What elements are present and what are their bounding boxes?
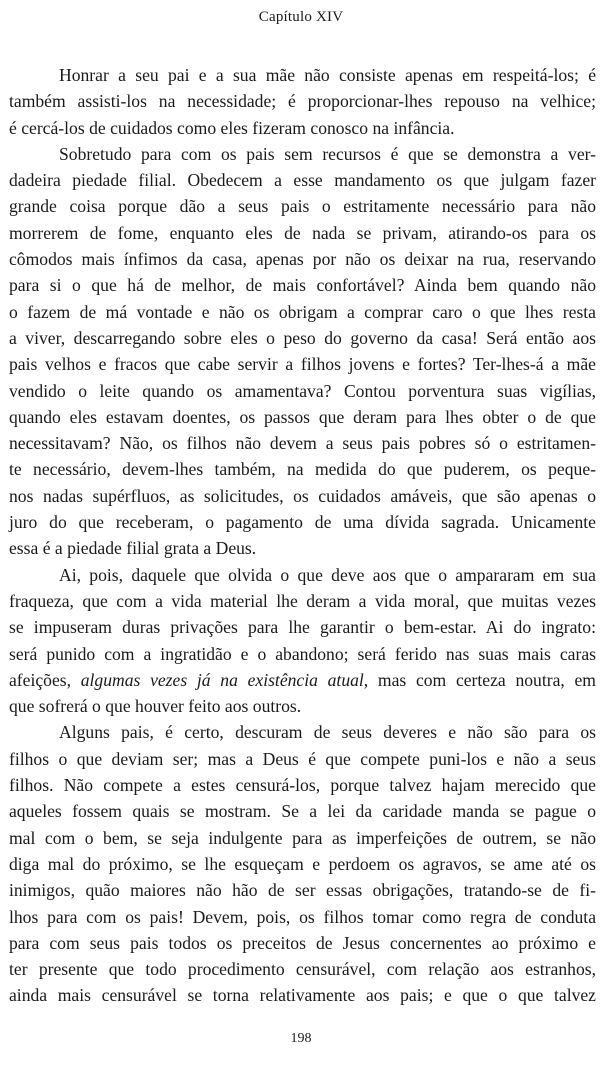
text-line: para com seus pais todos os preceitos de Jesus concernentes ao próximo e [9,932,596,953]
text-line: que sofrerá o que houver feito aos outros. [9,696,302,717]
text-line: Ai, pois, daquele que olvida o que deve aos que o ampararam em sua [59,564,596,585]
text-line: também assisti-los na necessidade; é proporcionar-lhes repouso na velhice; [9,91,596,112]
text-line: essa é a piedade filial grata a Deus. [9,538,257,559]
text-line: quando eles estavam doentes, os passos que deram para lhes obter o de que [9,406,596,427]
text-line: te necessário, devem-lhes também, na medida do que puderem, os peque- [9,459,596,480]
text-line [9,667,596,693]
text-line: será punido com a ingratidão e o abandono; será ferido nas suas mais caras [9,643,596,664]
text-line: pais velhos e fracos que cabe servir a filhos jovens e fortes? Ter-lhes-á a mãe [9,354,596,375]
text-line: Sobretudo para com os pais sem recursos é que se demonstra a ver- [59,143,596,164]
text-line: vendido o leite quando os amamentava? Contou porventura suas vigílias, [9,380,596,401]
text-line: cômodos mais ínfimos da casa, apenas por não os deixar na rua, reservando [9,249,596,270]
body-text [9,62,596,1009]
text-line: ainda mais censurável se torna relativamente aos pais; e que o que talvez [9,985,596,1006]
text-line: a viver, descarregando sobre eles o peso do governo da casa! Será então aos [9,327,596,348]
text-line: filhos. Não compete a estes censurá-los, porque talvez hajam merecido que [9,775,596,796]
text-line: diga mal do próximo, se lhe esqueçam e perdoem os agravos, se ame até os [9,853,596,874]
text-line: Honrar a seu pai e a sua mãe não consiste apenas em respeitá-los; é [59,65,596,85]
text-line: o fazem de má vontade e não os obrigam a comprar caro o que lhes resta [9,301,596,322]
text-line: mal com o bem, se seja indulgente para as imperfeições de outrem, se não [9,827,596,848]
text-segment: , mas com certeza noutra, em [363,669,596,690]
text-line: se impuseram duras privações para lhe garantir o bem-estar. Ai do ingrato: [9,617,596,638]
text-line: lhos para com os pais! Devem, pois, os filhos tomar como regra de conduta [9,906,596,927]
text-line: juro do que receberam, o pagamento de uma dívida sagrada. Unicamente [9,512,596,533]
text-line: necessitavam? Não, os filhos não devem a seus pais pobres só o estritamen- [9,433,596,454]
text-segment: afeições, [9,669,81,690]
text-line: inimigos, quão maiores não hão de ser essas obrigações, tratando-se de fi- [9,880,596,901]
text-line: ter presente que todo procedimento censurável, com relação aos estranhos, [9,959,596,980]
text-line: aqueles fossem quais se mostram. Se a lei da caridade manda se pague o [9,801,596,822]
text-line: filhos o que deviam ser; mas a Deus é que compete puni-los e não a seus [9,748,596,769]
text-line: é cercá-los de cuidados como eles fizeram conosco na infância. [9,117,455,138]
italic-segment: algumas vezes já na existência atual [80,669,364,690]
text-line: dadeira piedade filial. Obedecem a esse mandamento os que julgam fazer [9,170,596,191]
text-line: Alguns pais, é certo, descuram de seus deveres e não são para os [59,722,596,743]
text-line: nos nadas supérfluos, as solicitudes, os cuidados amáveis, que são apenas o [9,485,596,506]
page-number: 198 [290,1031,312,1046]
text-line: morrerem de fome, enquanto eles de nada se privam, atirando-os para os [9,222,596,243]
text-line: grande coisa porque dão a seus pais o estritamente necessário para não [9,196,596,217]
chapter-header: Capítulo XIV [258,9,344,25]
text-line: fraqueza, que com a vida material lhe deram a vida moral, que muitas vezes [9,590,596,611]
text-line: para si o que há de melhor, de mais confortável? Ainda bem quando não [9,275,596,296]
